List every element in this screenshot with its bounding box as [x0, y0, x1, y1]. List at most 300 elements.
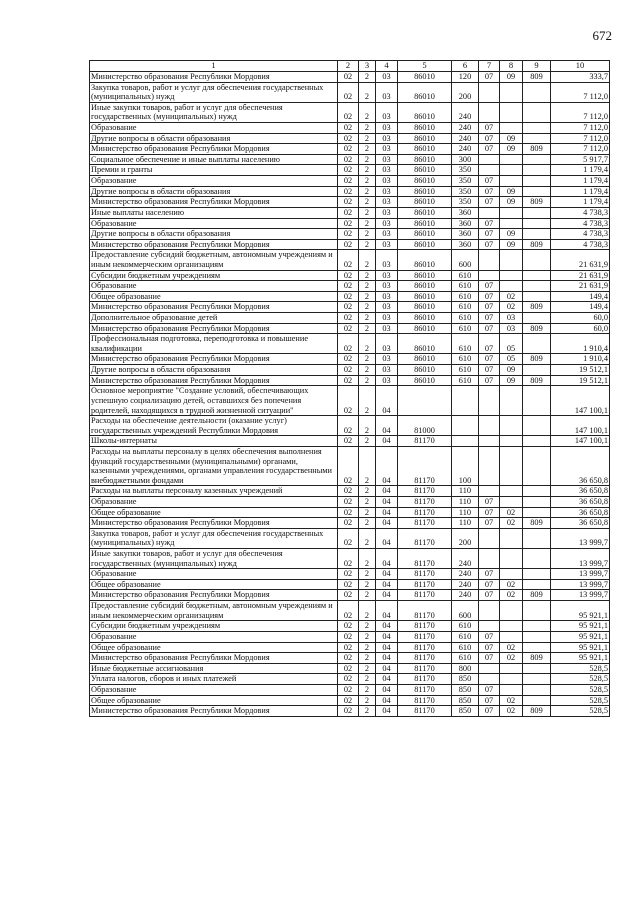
cell-code-7: 07 — [479, 375, 500, 386]
cell-code-4: 03 — [376, 186, 398, 197]
cell-code-9 — [523, 569, 551, 580]
table-row — [90, 176, 610, 187]
cell-code-3: 2 — [359, 218, 376, 229]
cell-code-6: 600 — [452, 601, 479, 621]
cell-code-8 — [500, 663, 523, 674]
cell-code-7: 07 — [479, 186, 500, 197]
cell-code-8 — [500, 250, 523, 270]
cell-code-9 — [523, 621, 551, 632]
cell-amount: 7 112,0 — [551, 144, 610, 155]
cell-code-3: 2 — [359, 642, 376, 653]
cell-amount: 36 650,8 — [551, 496, 610, 507]
cell-code-5: 86010 — [398, 270, 452, 281]
cell-code-2: 02 — [338, 229, 359, 240]
cell-code-6: 120 — [452, 72, 479, 83]
cell-code-9 — [523, 684, 551, 695]
cell-amount: 36 650,8 — [551, 486, 610, 497]
cell-amount: 21 631,9 — [551, 250, 610, 270]
row-description: Иные закупки товаров, работ и услуг для обеспечения государственных (муниципальных) нужд — [90, 549, 338, 569]
cell-code-2: 02 — [338, 496, 359, 507]
cell-code-8: 02 — [500, 706, 523, 717]
cell-code-2: 02 — [338, 549, 359, 569]
table-row — [90, 674, 610, 685]
cell-code-7: 07 — [479, 291, 500, 302]
cell-code-6: 610 — [452, 365, 479, 376]
cell-code-5: 81170 — [398, 507, 452, 518]
table-row — [90, 375, 610, 386]
cell-amount: 1 910,4 — [551, 354, 610, 365]
cell-code-2: 02 — [338, 528, 359, 548]
cell-code-5: 86010 — [398, 176, 452, 187]
cell-code-4: 03 — [376, 250, 398, 270]
cell-code-7: 07 — [479, 695, 500, 706]
row-description: Расходы на обеспечение деятельности (оказание услуг) государственных учреждений Республики Мордовия — [90, 416, 338, 436]
cell-code-9: 809 — [523, 302, 551, 313]
cell-code-7: 07 — [479, 354, 500, 365]
cell-code-9 — [523, 674, 551, 685]
cell-code-9 — [523, 176, 551, 187]
cell-code-9: 809 — [523, 72, 551, 83]
cell-code-9 — [523, 496, 551, 507]
cell-code-9 — [523, 436, 551, 447]
cell-code-8: 09 — [500, 133, 523, 144]
table-row — [90, 684, 610, 695]
cell-code-8 — [500, 631, 523, 642]
cell-code-5: 81170 — [398, 518, 452, 529]
table-row — [90, 270, 610, 281]
cell-code-9 — [523, 102, 551, 122]
table-row — [90, 144, 610, 155]
row-description: Образование — [90, 176, 338, 187]
cell-code-7 — [479, 674, 500, 685]
cell-code-5: 86010 — [398, 197, 452, 208]
cell-amount: 147 100,1 — [551, 436, 610, 447]
column-header: 5 — [398, 61, 452, 72]
cell-code-2: 02 — [338, 218, 359, 229]
cell-code-8: 02 — [500, 590, 523, 601]
cell-code-2: 02 — [338, 653, 359, 664]
cell-code-3: 2 — [359, 102, 376, 122]
column-header: 6 — [452, 61, 479, 72]
table-row — [90, 291, 610, 302]
cell-code-9: 809 — [523, 323, 551, 334]
cell-code-2: 02 — [338, 684, 359, 695]
cell-code-4: 03 — [376, 229, 398, 240]
cell-code-8: 02 — [500, 291, 523, 302]
cell-code-8 — [500, 386, 523, 416]
cell-code-8 — [500, 416, 523, 436]
cell-code-5: 81170 — [398, 653, 452, 664]
cell-amount: 528,5 — [551, 663, 610, 674]
cell-code-8 — [500, 281, 523, 292]
cell-code-9 — [523, 386, 551, 416]
table-row — [90, 229, 610, 240]
cell-code-4: 03 — [376, 354, 398, 365]
cell-code-2: 02 — [338, 165, 359, 176]
table-row — [90, 706, 610, 717]
cell-code-8: 09 — [500, 144, 523, 155]
cell-code-5: 81170 — [398, 695, 452, 706]
cell-code-3: 2 — [359, 486, 376, 497]
cell-code-2: 02 — [338, 631, 359, 642]
cell-code-7 — [479, 549, 500, 569]
row-description: Образование — [90, 496, 338, 507]
table-row — [90, 528, 610, 548]
table-row — [90, 569, 610, 580]
cell-code-2: 02 — [338, 334, 359, 354]
cell-code-3: 2 — [359, 72, 376, 83]
cell-amount: 149,4 — [551, 291, 610, 302]
cell-code-7: 07 — [479, 229, 500, 240]
row-description: Образование — [90, 684, 338, 695]
cell-code-7: 07 — [479, 334, 500, 354]
cell-code-6: 360 — [452, 218, 479, 229]
table-row — [90, 313, 610, 324]
cell-amount: 7 112,0 — [551, 133, 610, 144]
cell-code-8: 05 — [500, 334, 523, 354]
cell-code-3: 2 — [359, 186, 376, 197]
cell-amount: 528,5 — [551, 674, 610, 685]
cell-code-3: 2 — [359, 354, 376, 365]
cell-code-2: 02 — [338, 302, 359, 313]
row-description: Образование — [90, 123, 338, 134]
table-row — [90, 207, 610, 218]
cell-code-9 — [523, 695, 551, 706]
cell-amount: 7 112,0 — [551, 123, 610, 134]
table-row — [90, 133, 610, 144]
row-description: Министерство образования Республики Мордовия — [90, 144, 338, 155]
table-header-row — [90, 61, 610, 72]
cell-code-5: 81170 — [398, 590, 452, 601]
cell-code-5: 86010 — [398, 354, 452, 365]
cell-code-5: 86010 — [398, 165, 452, 176]
row-description: Расходы на выплаты персоналу казенных учреждений — [90, 486, 338, 497]
cell-code-4: 04 — [376, 518, 398, 529]
table-row — [90, 186, 610, 197]
cell-code-8 — [500, 102, 523, 122]
row-description: Другие вопросы в области образования — [90, 365, 338, 376]
cell-code-6: 360 — [452, 229, 479, 240]
cell-code-4: 04 — [376, 496, 398, 507]
table-row — [90, 590, 610, 601]
cell-code-2: 02 — [338, 663, 359, 674]
cell-code-7 — [479, 663, 500, 674]
cell-code-3: 2 — [359, 621, 376, 632]
cell-code-6: 610 — [452, 653, 479, 664]
row-description: Иные выплаты населению — [90, 207, 338, 218]
row-description: Образование — [90, 281, 338, 292]
cell-code-5 — [398, 386, 452, 416]
budget-table — [89, 60, 610, 717]
cell-code-7 — [479, 621, 500, 632]
row-description: Социальное обеспечение и иные выплаты населению — [90, 154, 338, 165]
cell-code-4: 04 — [376, 386, 398, 416]
cell-code-4: 04 — [376, 579, 398, 590]
row-description: Общее образование — [90, 291, 338, 302]
cell-amount: 60,0 — [551, 323, 610, 334]
cell-code-3: 2 — [359, 569, 376, 580]
cell-code-3: 2 — [359, 334, 376, 354]
cell-code-2: 02 — [338, 518, 359, 529]
cell-code-6: 240 — [452, 144, 479, 155]
cell-code-9: 809 — [523, 653, 551, 664]
cell-code-4: 03 — [376, 375, 398, 386]
cell-code-2: 02 — [338, 446, 359, 485]
cell-code-4: 03 — [376, 239, 398, 250]
cell-code-9 — [523, 291, 551, 302]
cell-code-2: 02 — [338, 436, 359, 447]
cell-code-5: 86010 — [398, 281, 452, 292]
row-description: Закупка товаров, работ и услуг для обеспечения государственных (муниципальных) нужд — [90, 82, 338, 102]
cell-code-6: 610 — [452, 334, 479, 354]
cell-code-4: 04 — [376, 674, 398, 685]
row-description: Министерство образования Республики Мордовия — [90, 653, 338, 664]
cell-code-5: 86010 — [398, 144, 452, 155]
cell-code-5: 86010 — [398, 207, 452, 218]
cell-code-7 — [479, 601, 500, 621]
cell-code-5: 81170 — [398, 528, 452, 548]
cell-code-2: 02 — [338, 176, 359, 187]
cell-code-4: 04 — [376, 684, 398, 695]
cell-code-4: 04 — [376, 631, 398, 642]
row-description: Общее образование — [90, 579, 338, 590]
cell-amount: 19 512,1 — [551, 375, 610, 386]
cell-code-3: 2 — [359, 176, 376, 187]
cell-code-3: 2 — [359, 365, 376, 376]
column-header: 8 — [500, 61, 523, 72]
cell-code-2: 02 — [338, 365, 359, 376]
cell-code-4: 03 — [376, 82, 398, 102]
cell-code-9 — [523, 133, 551, 144]
cell-code-7: 07 — [479, 590, 500, 601]
cell-code-5: 86010 — [398, 123, 452, 134]
cell-code-6: 610 — [452, 270, 479, 281]
cell-code-6: 610 — [452, 642, 479, 653]
cell-code-4: 04 — [376, 653, 398, 664]
cell-code-6: 110 — [452, 518, 479, 529]
cell-code-6: 360 — [452, 239, 479, 250]
cell-code-9 — [523, 218, 551, 229]
cell-code-7 — [479, 436, 500, 447]
cell-code-4: 03 — [376, 281, 398, 292]
cell-code-8: 02 — [500, 642, 523, 653]
cell-code-8 — [500, 446, 523, 485]
cell-code-9 — [523, 207, 551, 218]
cell-code-7 — [479, 207, 500, 218]
cell-code-9: 809 — [523, 375, 551, 386]
cell-code-3: 2 — [359, 507, 376, 518]
cell-code-8 — [500, 176, 523, 187]
cell-amount: 19 512,1 — [551, 365, 610, 376]
cell-amount: 36 650,8 — [551, 518, 610, 529]
cell-code-7: 07 — [479, 313, 500, 324]
cell-code-3: 2 — [359, 601, 376, 621]
table-row — [90, 642, 610, 653]
column-header: 1 — [90, 61, 338, 72]
cell-code-3: 2 — [359, 375, 376, 386]
cell-code-2: 02 — [338, 416, 359, 436]
cell-code-2: 02 — [338, 579, 359, 590]
cell-code-4: 04 — [376, 436, 398, 447]
row-description: Другие вопросы в области образования — [90, 133, 338, 144]
cell-code-7 — [479, 250, 500, 270]
cell-code-7: 07 — [479, 176, 500, 187]
cell-amount: 4 738,3 — [551, 207, 610, 218]
table-row — [90, 436, 610, 447]
cell-code-6: 240 — [452, 102, 479, 122]
cell-amount: 7 112,0 — [551, 82, 610, 102]
cell-code-5: 81170 — [398, 631, 452, 642]
cell-code-5: 81170 — [398, 579, 452, 590]
cell-code-6: 610 — [452, 323, 479, 334]
cell-code-8 — [500, 207, 523, 218]
cell-code-2: 02 — [338, 133, 359, 144]
cell-code-4: 04 — [376, 621, 398, 632]
cell-code-7: 07 — [479, 518, 500, 529]
cell-amount: 95 921,1 — [551, 621, 610, 632]
table-row — [90, 154, 610, 165]
cell-code-7: 07 — [479, 123, 500, 134]
cell-code-8 — [500, 549, 523, 569]
cell-code-8 — [500, 601, 523, 621]
cell-code-5: 81170 — [398, 549, 452, 569]
cell-code-5: 81170 — [398, 486, 452, 497]
cell-code-8: 09 — [500, 239, 523, 250]
table-row — [90, 549, 610, 569]
cell-code-6: 610 — [452, 291, 479, 302]
table-row — [90, 631, 610, 642]
row-description: Субсидии бюджетным учреждениям — [90, 621, 338, 632]
column-header: 3 — [359, 61, 376, 72]
cell-code-8 — [500, 674, 523, 685]
cell-code-2: 02 — [338, 186, 359, 197]
cell-code-4: 03 — [376, 323, 398, 334]
cell-code-7: 07 — [479, 631, 500, 642]
cell-code-2: 02 — [338, 197, 359, 208]
cell-code-8 — [500, 123, 523, 134]
table-row — [90, 386, 610, 416]
table-row — [90, 653, 610, 664]
cell-code-6: 240 — [452, 579, 479, 590]
cell-code-7: 07 — [479, 653, 500, 664]
cell-code-3: 2 — [359, 291, 376, 302]
cell-code-6: 850 — [452, 706, 479, 717]
table-row — [90, 102, 610, 122]
cell-code-5: 86010 — [398, 154, 452, 165]
cell-amount: 36 650,8 — [551, 446, 610, 485]
cell-code-8: 02 — [500, 695, 523, 706]
cell-amount: 528,5 — [551, 695, 610, 706]
table-row — [90, 416, 610, 436]
cell-code-9 — [523, 486, 551, 497]
row-description: Министерство образования Республики Мордовия — [90, 197, 338, 208]
row-description: Расходы на выплаты персоналу в целях обеспечения выполнения функций государственными (муниципальными) органами, казенными учреждениями, органами управления государственными внебюджетными фондами — [90, 446, 338, 485]
table-row — [90, 250, 610, 270]
table-row — [90, 365, 610, 376]
cell-code-4: 04 — [376, 663, 398, 674]
cell-code-5: 86010 — [398, 313, 452, 324]
cell-code-8: 02 — [500, 518, 523, 529]
cell-code-4: 03 — [376, 176, 398, 187]
cell-amount: 95 921,1 — [551, 653, 610, 664]
cell-code-6: 610 — [452, 621, 479, 632]
cell-amount: 4 738,3 — [551, 239, 610, 250]
cell-code-2: 02 — [338, 82, 359, 102]
row-description: Иные закупки товаров, работ и услуг для обеспечения государственных (муниципальных) нужд — [90, 102, 338, 122]
row-description: Премии и гранты — [90, 165, 338, 176]
cell-code-9 — [523, 601, 551, 621]
cell-code-6: 610 — [452, 354, 479, 365]
cell-code-5: 86010 — [398, 133, 452, 144]
cell-code-5: 86010 — [398, 375, 452, 386]
row-description: Образование — [90, 218, 338, 229]
cell-code-8: 05 — [500, 354, 523, 365]
cell-code-6: 610 — [452, 302, 479, 313]
cell-code-6: 610 — [452, 631, 479, 642]
table-row — [90, 486, 610, 497]
cell-code-3: 2 — [359, 528, 376, 548]
cell-code-4: 03 — [376, 334, 398, 354]
cell-code-4: 04 — [376, 601, 398, 621]
cell-code-9 — [523, 313, 551, 324]
cell-code-8 — [500, 496, 523, 507]
cell-code-9 — [523, 528, 551, 548]
column-header: 2 — [338, 61, 359, 72]
cell-amount: 528,5 — [551, 684, 610, 695]
cell-code-3: 2 — [359, 674, 376, 685]
cell-code-8 — [500, 621, 523, 632]
cell-code-2: 02 — [338, 291, 359, 302]
cell-code-6 — [452, 436, 479, 447]
cell-code-8 — [500, 684, 523, 695]
cell-code-7: 07 — [479, 133, 500, 144]
cell-code-7 — [479, 486, 500, 497]
cell-amount: 13 999,7 — [551, 569, 610, 580]
cell-amount: 4 738,3 — [551, 229, 610, 240]
table-row — [90, 281, 610, 292]
cell-code-4: 04 — [376, 549, 398, 569]
cell-code-3: 2 — [359, 302, 376, 313]
cell-code-9 — [523, 663, 551, 674]
cell-code-8 — [500, 82, 523, 102]
cell-code-6: 110 — [452, 486, 479, 497]
cell-code-7: 07 — [479, 684, 500, 695]
cell-code-6: 240 — [452, 549, 479, 569]
cell-amount: 13 999,7 — [551, 590, 610, 601]
row-description: Основное мероприятие "Создание условий, обеспечивающих успешную социализацию детей, оставшихся без попечения родителей, находящихся в трудной жизненной ситуации" — [90, 386, 338, 416]
cell-code-7: 07 — [479, 323, 500, 334]
cell-code-5: 81000 — [398, 416, 452, 436]
cell-amount: 1 179,4 — [551, 186, 610, 197]
cell-code-6: 850 — [452, 695, 479, 706]
cell-code-6 — [452, 386, 479, 416]
cell-code-7: 07 — [479, 218, 500, 229]
cell-code-2: 02 — [338, 102, 359, 122]
cell-code-5: 81170 — [398, 436, 452, 447]
cell-code-6: 100 — [452, 446, 479, 485]
cell-code-2: 02 — [338, 590, 359, 601]
table-row — [90, 663, 610, 674]
cell-code-4: 04 — [376, 590, 398, 601]
cell-code-6: 800 — [452, 663, 479, 674]
cell-code-8: 03 — [500, 313, 523, 324]
cell-code-3: 2 — [359, 144, 376, 155]
cell-code-9 — [523, 229, 551, 240]
cell-code-3: 2 — [359, 496, 376, 507]
cell-code-7: 07 — [479, 569, 500, 580]
table-row — [90, 218, 610, 229]
row-description: Министерство образования Республики Мордовия — [90, 590, 338, 601]
